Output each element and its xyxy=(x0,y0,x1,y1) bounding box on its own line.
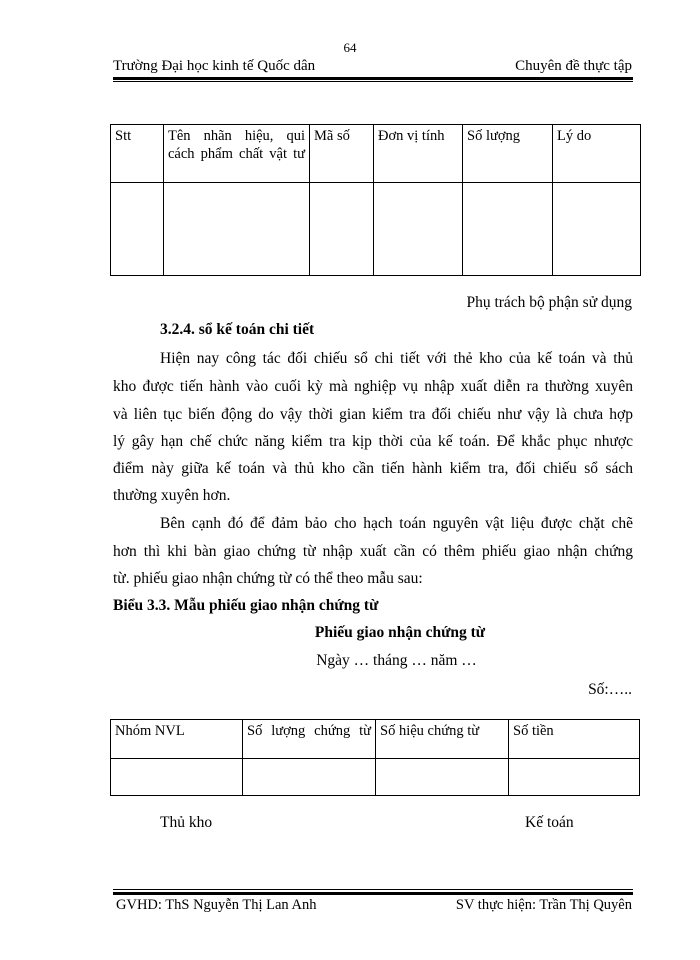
paragraph-2-line: hơn thì khi bàn giao chứng từ nhập xuất cần có thêm phiếu giao nhận chứng xyxy=(113,543,633,560)
col-header-code: Mã số xyxy=(310,125,374,183)
col-header-material-group: Nhóm NVL xyxy=(111,720,243,759)
document-handover-table xyxy=(110,719,640,796)
col-header-stt: Stt xyxy=(111,125,164,183)
page-number: 64 xyxy=(343,40,357,55)
signature-accountant: Kế toán xyxy=(525,814,574,831)
col-header-quantity: Số lượng xyxy=(463,125,553,183)
col-header-reason: Lý do xyxy=(553,125,641,183)
paragraph-1-line: lý gây hạn chế chức năng kiểm tra kịp thời của kế toán. Để khắc phục nhược xyxy=(113,433,633,450)
footer-rule-thick xyxy=(113,892,633,895)
table-header-row xyxy=(111,720,640,759)
section-heading: 3.2.4. sổ kế toán chi tiết xyxy=(160,321,315,338)
col-header-doc-number: Số hiệu chứng từ xyxy=(376,720,509,759)
paragraph-1-line: và liên tục biến động do vậy thời gian kiểm tra đối chiếu như vậy là chưa hợp xyxy=(113,406,633,423)
form-title: Phiếu giao nhận chứng từ xyxy=(314,624,486,641)
footer-student: SV thực hiện: Trần Thị Quyên xyxy=(455,897,632,913)
header-rule-thick xyxy=(113,77,633,80)
form-date-line: Ngày … tháng … năm … xyxy=(316,652,477,669)
paragraph-1-line: kho được tiến hành vào cuối kỳ mà nghiệp vụ nhập xuất diễn ra thường xuyên xyxy=(113,378,633,395)
col-header-item-name: Tên nhãn hiệu, qui cách phẩm chất vật tư xyxy=(164,125,310,183)
signature-dept-head: Phụ trách bộ phận sử dụng xyxy=(466,294,632,311)
signature-storekeeper: Thủ kho xyxy=(160,814,213,831)
paragraph-1-line: thường xuyên hơn. xyxy=(113,487,231,504)
form-caption: Biểu 3.3. Mẫu phiếu giao nhận chứng từ xyxy=(113,597,379,614)
footer-supervisor: GVHD: ThS Nguyễn Thị Lan Anh xyxy=(116,897,317,913)
form-number-line: Số:….. xyxy=(588,681,632,698)
header-school-name: Trường Đại học kinh tế Quốc dân xyxy=(113,58,316,74)
paragraph-1-line: điểm này giữa kế toán và thủ kho cần tiến hành kiểm tra, đối chiếu sổ sách xyxy=(113,460,633,477)
paragraph-1-line: Hiện nay công tác đối chiếu sổ chi tiết với thẻ kho của kế toán và thủ xyxy=(160,350,633,367)
paragraph-2-line: từ. phiếu giao nhận chứng từ có thể theo mẫu sau: xyxy=(113,570,423,587)
col-header-unit: Đơn vị tính xyxy=(374,125,463,183)
header-report-title: Chuyên đề thực tập xyxy=(515,58,632,74)
header-rule-thin xyxy=(113,81,633,82)
footer-rule-thin xyxy=(113,889,633,890)
table-row xyxy=(111,759,640,796)
table-row xyxy=(111,183,641,276)
col-header-amount: Số tiền xyxy=(509,720,640,759)
col-header-doc-count: Số lượng chứng từ xyxy=(243,720,376,759)
material-return-table xyxy=(110,124,641,276)
paragraph-2-line: Bên cạnh đó để đảm bảo cho hạch toán nguyên vật liệu được chặt chẽ xyxy=(160,515,633,532)
table-header-row xyxy=(111,125,641,183)
